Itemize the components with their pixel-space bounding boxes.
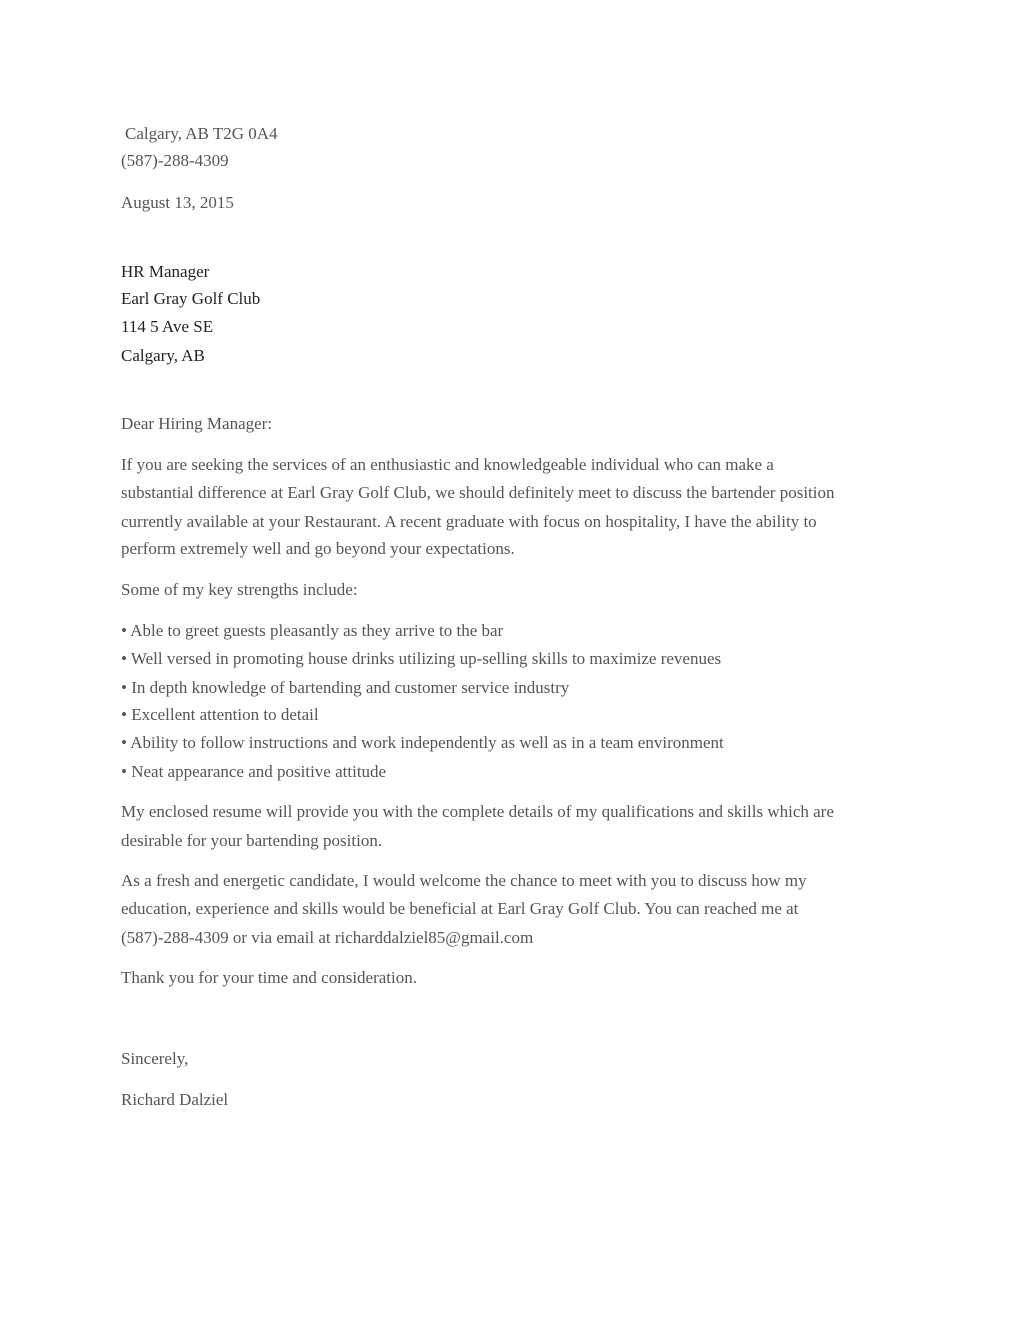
salutation: Dear Hiring Manager: <box>121 414 273 433</box>
closing: Sincerely, <box>121 1049 189 1068</box>
paragraph3-line: education, experience and skills would be beneficial at Earl Gray Golf Club. You can reached me at <box>121 899 799 918</box>
paragraph2-line: My enclosed resume will provide you with the complete details of my qualifications and skills which are <box>121 802 834 821</box>
strength-list-item: • In depth knowledge of bartending and customer service industry <box>121 678 570 697</box>
strength-list-item: • Neat appearance and positive attitude <box>121 762 387 781</box>
paragraph2-line: desirable for your bartending position. <box>121 831 383 850</box>
paragraph3-line: (587)-288-4309 or via email at richarddalziel85@gmail.com <box>121 928 534 947</box>
recipient-street: 114 5 Ave SE <box>121 317 214 336</box>
sender-phone: (587)-288-4309 <box>121 151 229 170</box>
paragraph1-line: currently available at your Restaurant. A recent graduate with focus on hospitality, I have the ability to <box>121 512 817 531</box>
strength-list-item: • Ability to follow instructions and work independently as well as in a team environment <box>121 733 724 752</box>
strengths-intro: Some of my key strengths include: <box>121 580 358 599</box>
strength-list-item: • Well versed in promoting house drinks utilizing up-selling skills to maximize revenues <box>121 649 722 668</box>
thanks-line: Thank you for your time and consideration. <box>121 968 418 987</box>
sender-city-line: Calgary, AB T2G 0A4 <box>125 124 278 143</box>
signature-name: Richard Dalziel <box>121 1090 229 1109</box>
paragraph1-line: substantial difference at Earl Gray Golf Club, we should definitely meet to discuss the bartender position <box>121 483 835 502</box>
paragraph1-line: If you are seeking the services of an enthusiastic and knowledgeable individual who can make a <box>121 455 774 474</box>
strength-list-item: • Excellent attention to detail <box>121 705 319 724</box>
paragraph3-line: As a fresh and energetic candidate, I would welcome the chance to meet with you to discuss how my <box>121 871 807 890</box>
strength-list-item: • Able to greet guests pleasantly as they arrive to the bar <box>121 621 504 640</box>
recipient-city: Calgary, AB <box>121 346 205 365</box>
paragraph1-line: perform extremely well and go beyond your expectations. <box>121 539 515 558</box>
recipient-title: HR Manager <box>121 262 210 281</box>
letter-date: August 13, 2015 <box>121 193 234 212</box>
recipient-company: Earl Gray Golf Club <box>121 289 261 308</box>
